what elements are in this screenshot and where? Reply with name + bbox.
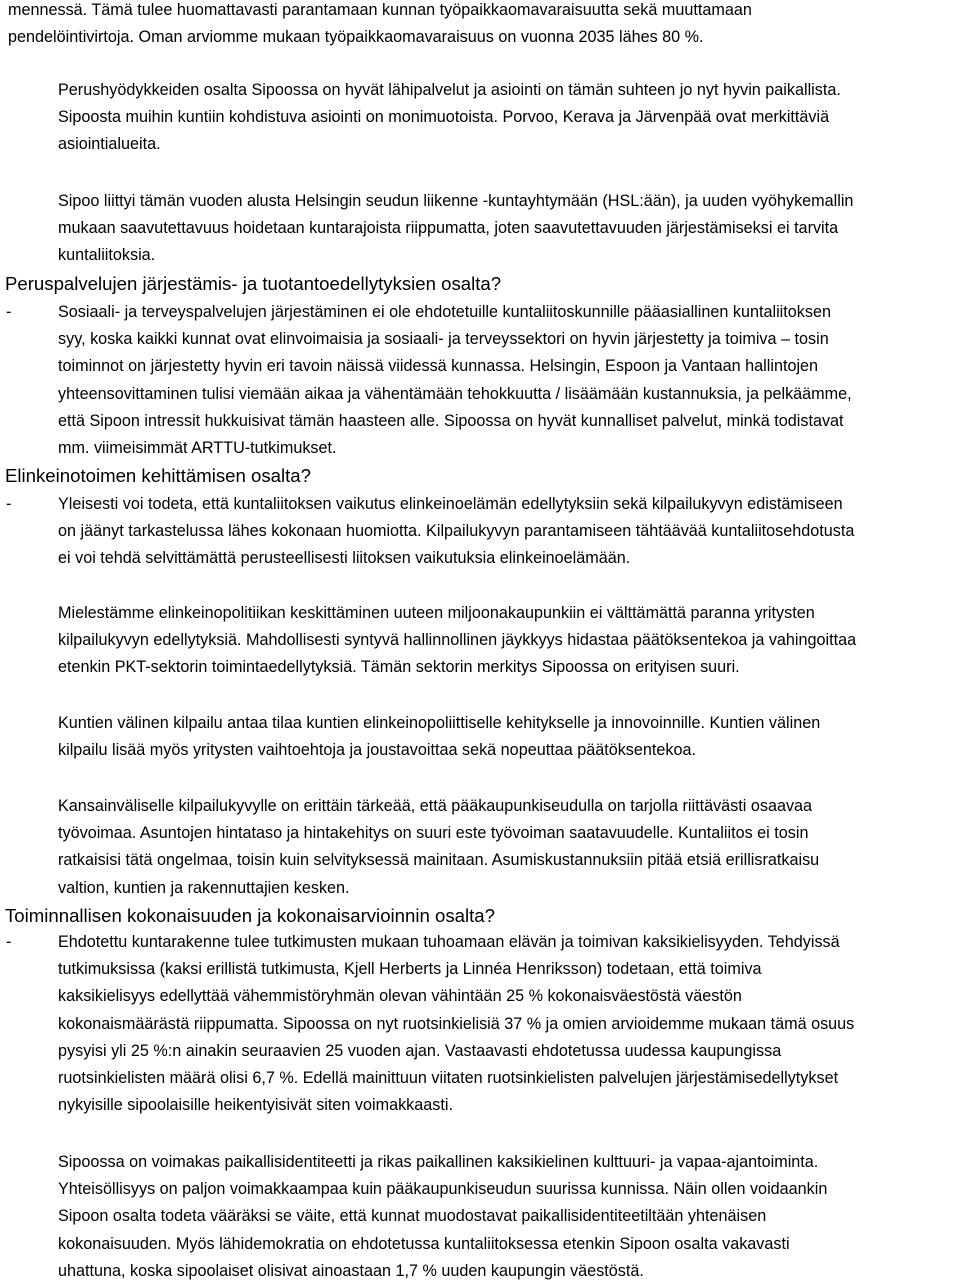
text-line: Sosiaali- ja terveyspalvelujen järjestäminen ei ole ehdotetuille kuntaliitoskunnille pääasiallinen kuntaliitoksen	[58, 303, 831, 321]
text-line: mm. viimeisimmät ARTTU-tutkimukset.	[58, 439, 337, 458]
text-line: kokonaismäärästä riippumatta. Sipoossa on nyt ruotsinkielisiä 37 % ja omien arvioidemme mukaan tämä osuus	[58, 1014, 855, 1033]
text-line: työvoimaa. Asuntojen hintataso ja hintakehitys on suuri este työvoiman saatavuudelle. Kuntaliitos ei tosin	[58, 824, 809, 843]
text-line: ratkaisisi tätä ongelmaa, toisin kuin selvityksessä mainitaan. Asumiskustannuksiin pitää etsiä erillisratkaisu	[58, 851, 820, 870]
text-line: Yhteisöllisyys on paljon voimakkaampaa kuin pääkaupunkiseudun suurissa kunnissa. Näin ollen voidaankin	[58, 1180, 828, 1199]
text-line: toiminnot on järjestetty hyvin eri tavoin näissä viidessä kunnassa. Helsingin, Espoon ja Vantaan hallintojen	[58, 357, 819, 376]
text-line: Kansainväliselle kilpailukyvylle on erittäin tärkeää, että pääkaupunkiseudulla on tarjolla riittävästi osaavaa	[58, 797, 813, 815]
business-paragraph-3	[58, 710, 958, 764]
text-line: ei voi tehdä selvittämättä perusteellisesti liitoksen vaikutuksia elinkeinoelämään.	[58, 549, 631, 568]
text-line: uhattuna, koska sipoolaiset olisivat ainoastaan 1,7 % uuden kaupungin väestöstä.	[58, 1261, 644, 1280]
list-item-text	[58, 491, 958, 573]
list-dash: -	[6, 303, 12, 321]
business-paragraph-4	[58, 793, 958, 902]
text-line: mennessä. Tämä tulee huomattavasti parantamaan kunnan työpaikkaomavaraisuutta sekä muuttamaan	[8, 1, 752, 19]
section-heading-functional: Toiminnallisen kokonaisuuden ja kokonaisarvioinnin osalta?	[5, 905, 495, 926]
text-line: Sipoosta muihin kuntiin kohdistuva asiointi on monimuotoista. Porvoo, Kerava ja Järvenpää ovat merkittäviä	[58, 108, 830, 127]
section-heading-business: Elinkeinotoimen kehittämisen osalta?	[5, 465, 311, 486]
list-item-text	[58, 929, 958, 1119]
business-paragraph-2	[58, 600, 958, 682]
text-line: kuntaliitoksia.	[58, 246, 156, 265]
text-line: yhteensovittaminen tulisi viemään aikaa ja vähentämään tehokkuutta / lisäämään kustannuksia, ja pelkäämme,	[58, 384, 852, 403]
list-dash: -	[6, 495, 12, 513]
text-line: Ehdotettu kuntarakenne tulee tutkimusten mukaan tuhoamaan elävän ja toimivan kaksikielisyyden. Tehdyissä	[58, 933, 840, 951]
list-item-text	[58, 299, 958, 462]
text-line: Yleisesti voi todeta, että kuntaliitoksen vaikutus elinkeinoelämän edellytyksiin sekä kilpailukyvyn edistämiseen	[58, 495, 843, 513]
section-heading-basic-services: Peruspalvelujen järjestämis- ja tuotantoedellytyksien osalta?	[5, 273, 502, 294]
text-line: tutkimuksissa (kaksi erillistä tutkimusta, Kjell Herberts ja Linnéa Henriksson) todetaan, että toimiva	[58, 960, 762, 979]
hsl-paragraph	[58, 188, 958, 270]
text-line: etenkin PKT-sektorin toimintaedellytyksiä. Tämän sektorin merkitys Sipoossa on erityisen suuri.	[58, 658, 740, 677]
text-line: mukaan saavutettavuus hoidetaan kuntarajoista riippumatta, joten saavutettavuuden järjestämiseksi ei tarvita	[58, 219, 839, 238]
text-line: Sipoon osalta todeta vääräksi se väite, että kunnat muodostavat paikallisidentiteetiltään yhtenäisen	[58, 1207, 767, 1226]
text-line: on jäänyt tarkastelussa lähes kokonaan huomiotta. Kilpailukyvyn parantamiseen tähtäävää kuntaliitosehdotusta	[58, 522, 855, 541]
text-line: kilpailukyvyn edellytyksiä. Mahdollisesti syntyvä hallinnollinen jäykkyys hidastaa päätöksentekoa ja vahingoittaa	[58, 631, 857, 650]
text-line: kaksikielisyys edellyttää vähemmistöryhmän olevan vähintään 25 % kokonaisväestöstä väestön	[58, 987, 742, 1006]
text-line: nykyisille sipoolaisille heikentyisivät siten voimakkaasti.	[58, 1096, 453, 1115]
text-line: kilpailu lisää myös yritysten vaihtoehtoja ja joustavoittaa sekä nopeuttaa päätöksentekoa.	[58, 741, 696, 760]
text-line: Perushyödykkeiden osalta Sipoossa on hyvät lähipalvelut ja asiointi on tämän suhteen jo nyt hyvin paikallista.	[58, 81, 841, 99]
intro-paragraph	[8, 0, 958, 51]
list-dash: -	[6, 933, 12, 951]
text-line: Kuntien välinen kilpailu antaa tilaa kuntien elinkeinopoliittiselle kehitykselle ja innovoinnille. Kuntien välinen	[58, 714, 821, 732]
services-paragraph	[58, 77, 958, 159]
text-line: asiointialueita.	[58, 135, 161, 154]
text-line: että Sipoon intressit hukkuisivat tämän haasteen alle. Sipoossa on hyvät kunnalliset palvelut, minkä todistavat	[58, 411, 844, 430]
text-line: pysyisi yli 25 %:n ainakin seuraavien 25 vuoden ajan. Vastaavasti ehdotetussa uudessa kaupungissa	[58, 1041, 782, 1060]
text-line: valtion, kuntien ja rakennuttajien kesken.	[58, 878, 350, 897]
text-line: pendelöintivirtoja. Oman arviomme mukaan työpaikkaomavaraisuus on vuonna 2035 lähes 80 %.	[8, 28, 704, 47]
text-line: syy, koska kaikki kunnat ovat elinvoimaisia ja sosiaali- ja terveyssektori on hyvin järjestetty ja toimiva – tosin	[58, 330, 829, 349]
text-line: kokonaisuuden. Myös lähidemokratia on ehdotetussa kuntaliitoksessa etenkin Sipoon osalta vakavasti	[58, 1234, 790, 1253]
text-line: Sipoossa on voimakas paikallisidentiteetti ja rikas paikallinen kaksikielinen kulttuuri- ja vapaa-ajantoiminta.	[58, 1153, 819, 1171]
text-line: Mielestämme elinkeinopolitiikan keskittäminen uuteen miljoonakaupunkiin ei välttämättä paranna yritysten	[58, 604, 815, 622]
functional-paragraph-2	[58, 1149, 958, 1285]
text-line: Sipoo liittyi tämän vuoden alusta Helsingin seudun liikenne -kuntayhtymään (HSL:ään), ja uuden vyöhykemallin	[58, 192, 854, 210]
text-line: ruotsinkielisten määrä olisi 6,7 %. Edellä mainittuun viitaten ruotsinkielisten palvelujen järjestämisedellytykset	[58, 1069, 839, 1088]
